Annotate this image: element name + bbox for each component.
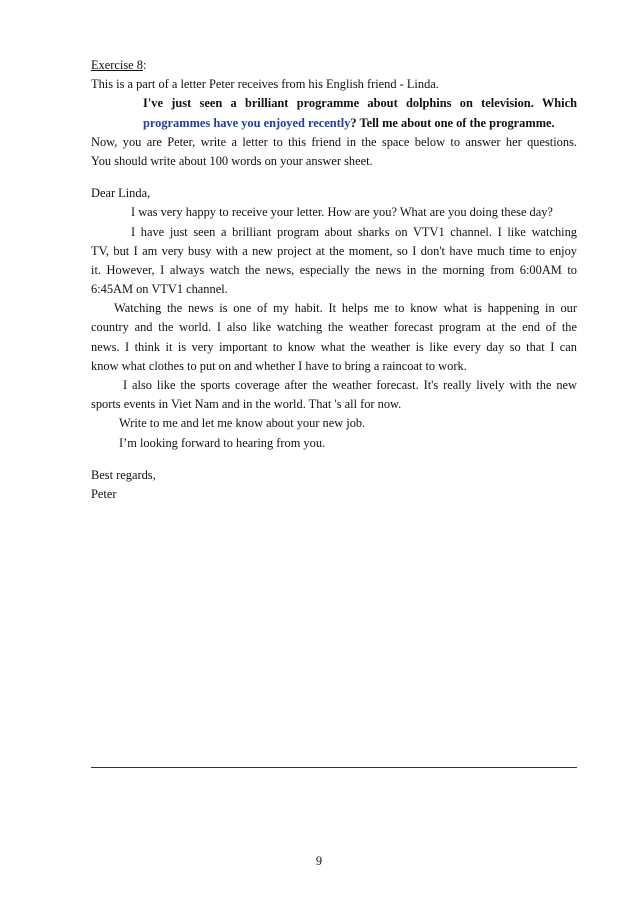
quote-line-1: I've just seen a brilliant programme about dolphins on television. Which [143, 96, 577, 111]
letter-line: country and the world. I also like watching the weather forecast program at the end of the [91, 320, 577, 335]
letter-line: news. I think it is very important to know what the weather is like every day so that I can [91, 339, 577, 354]
letter-signature: Peter [91, 486, 117, 501]
letter-line: I also like the sports coverage after the weather forecast. It's really lively with the new [123, 378, 577, 392]
quote-highlight: programmes have you enjoyed recently [143, 115, 351, 130]
letter-line: TV, but I am very busy with a new project at the moment, so I don't have much time to enjoy [91, 243, 577, 258]
exercise-intro: This is a part of a letter Peter receives from his English friend - Linda. [91, 77, 439, 92]
instruction-line-2: You should write about 100 words on your answer sheet. [91, 153, 373, 168]
footer-divider [91, 767, 577, 768]
letter-line: I have just seen a brilliant program about sharks on VTV1 channel. I like watching [131, 224, 577, 239]
letter-line: Write to me and let me know about your new job. [119, 416, 366, 431]
letter-greeting: Dear Linda, [91, 186, 151, 201]
letter-line: 6:45AM on VTV1 channel. [91, 282, 228, 297]
letter-line: I was very happy to receive your letter. How are you? What are you doing these day? [131, 205, 553, 220]
letter-line: Watching the news is one of my habit. It helps me to know what is happening in our [114, 301, 577, 316]
instruction-line-1: Now, you are Peter, write a letter to this friend in the space below to answer her questions. [91, 134, 577, 149]
quote-line-2-rest: ? Tell me about one of the programme. [350, 115, 555, 130]
document-page [91, 56, 577, 504]
quote-line-2 [91, 114, 577, 133]
exercise-title-colon: : [142, 58, 147, 72]
letter-closing: Best regards, [91, 467, 156, 482]
exercise-title: Exercise 8 [91, 58, 143, 72]
letter-line: it. However, I always watch the news, especially the news in the morning from 6:00AM to [91, 262, 577, 277]
letter-line: I’m looking forward to hearing from you. [119, 435, 326, 450]
exercise-heading [91, 56, 577, 75]
letter-line: know what clothes to put on and whether I have to bring a raincoat to work. [91, 358, 467, 373]
letter-line: sports events in Viet Nam and in the world. That 's all for now. [91, 397, 402, 412]
page-number: 9 [315, 854, 323, 868]
